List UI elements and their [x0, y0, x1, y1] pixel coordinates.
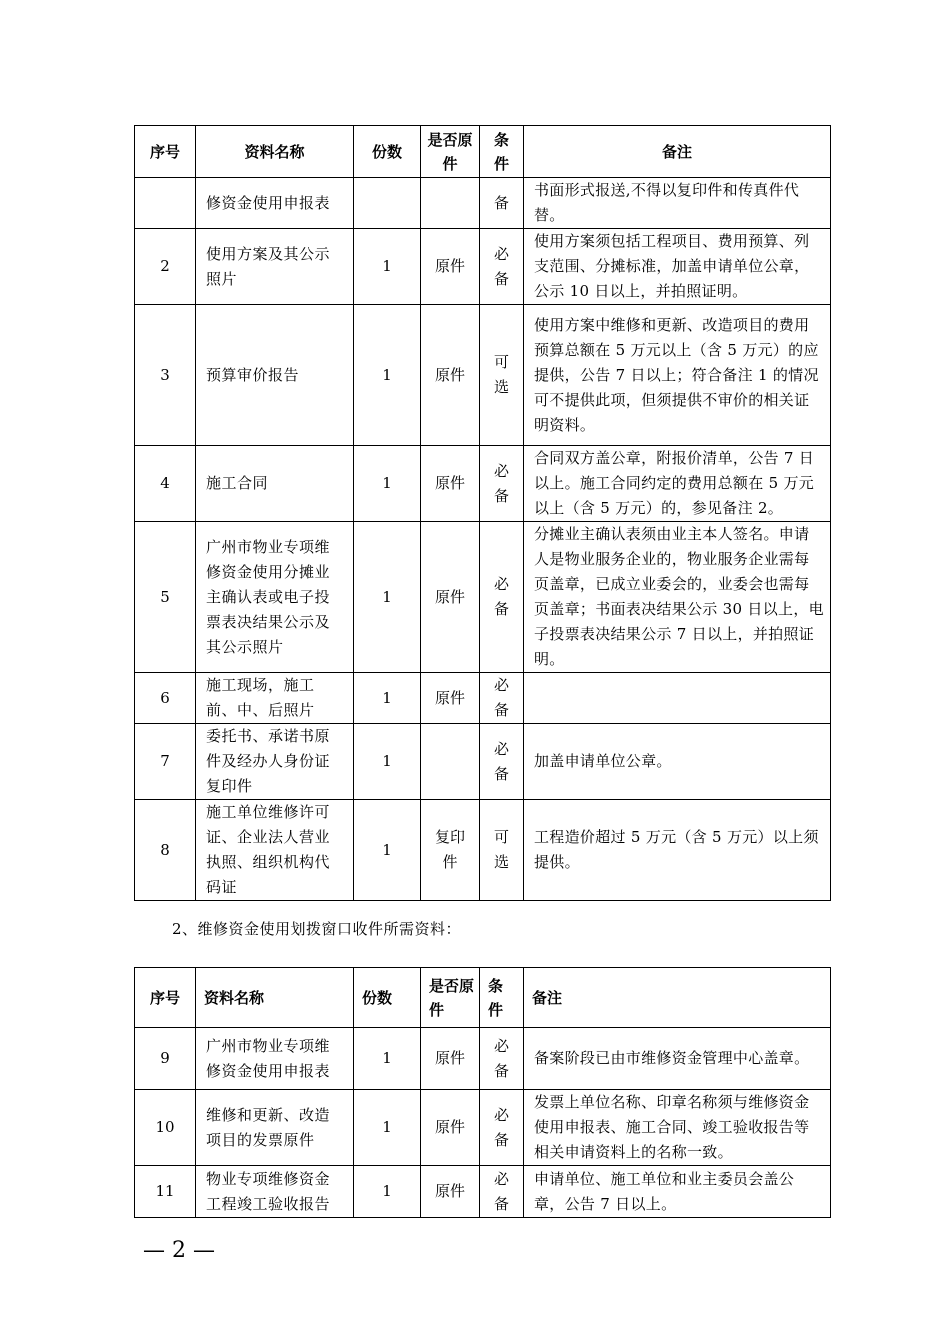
section-caption: 2、维修资金使用划拨窗口收件所需资料：: [172, 920, 462, 938]
cell-count: 1: [354, 673, 421, 724]
cell-condition: 可选: [480, 800, 524, 901]
cell-name: 广州市物业专项维修资金使用分摊业主确认表或电子投票表决结果公示及其公示照片: [196, 522, 354, 673]
cell-original: [421, 178, 480, 229]
cell-condition: 必备: [480, 229, 524, 305]
cell-original: 原件: [421, 1166, 480, 1218]
cell-count: 1: [354, 305, 421, 446]
cell-original: 原件: [421, 522, 480, 673]
table-row: [135, 673, 831, 724]
cell-name: 施工现场，施工前、中、后照片: [196, 673, 354, 724]
cell-count: 1: [354, 1090, 421, 1166]
cell-remark: 书面形式报送,不得以复印件和传真件代替。: [524, 178, 831, 229]
cell-remark: 使用方案须包括工程项目、费用预算、列支范围、分摊标准，加盖申请单位公章，公示 10 日以上，并拍照证明。: [524, 229, 831, 305]
cell-remark: 分摊业主确认表须由业主本人签名。申请人是物业服务企业的，物业服务企业需每页盖章，已成立业委会的，业委会也需每页盖章；书面表决结果公示 30 日以上，电子投票表决结果公示 7 日以上，并拍照证明。: [524, 522, 831, 673]
cell-name: 广州市物业专项维修资金使用申报表: [196, 1028, 354, 1090]
table-header-row: [135, 126, 831, 178]
table-row: [135, 1166, 831, 1218]
materials-table-1: [134, 125, 831, 901]
header-seq: 序号: [135, 968, 196, 1028]
header-remark: 备注: [524, 968, 831, 1028]
table-row: [135, 1028, 831, 1090]
table-row: [135, 229, 831, 305]
cell-count: 1: [354, 800, 421, 901]
cell-original: 复印件: [421, 800, 480, 901]
cell-condition: 必备: [480, 1090, 524, 1166]
cell-remark: 工程造价超过 5 万元（含 5 万元）以上须提供。: [524, 800, 831, 901]
cell-seq: 11: [135, 1166, 196, 1218]
header-name: 资料名称: [196, 126, 354, 178]
cell-seq: 9: [135, 1028, 196, 1090]
cell-name: 施工单位维修许可证、企业法人营业执照、组织机构代码证: [196, 800, 354, 901]
header-seq: 序号: [135, 126, 196, 178]
cell-count: 1: [354, 446, 421, 522]
table-row: [135, 305, 831, 446]
table-row: [135, 178, 831, 229]
cell-condition: 必备: [480, 522, 524, 673]
table-header-row: [135, 968, 831, 1028]
cell-name: 委托书、承诺书原件及经办人身份证复印件: [196, 724, 354, 800]
header-count: 份数: [354, 968, 421, 1028]
cell-name: 施工合同: [196, 446, 354, 522]
cell-count: 1: [354, 229, 421, 305]
cell-condition: 可选: [480, 305, 524, 446]
header-remark: 备注: [524, 126, 831, 178]
cell-seq: [135, 178, 196, 229]
table-row: [135, 522, 831, 673]
cell-remark: 合同双方盖公章，附报价清单，公告 7 日以上。施工合同约定的费用总额在 5 万元以上（含 5 万元）的，参见备注 2。: [524, 446, 831, 522]
cell-seq: 10: [135, 1090, 196, 1166]
cell-remark: 加盖申请单位公章。: [524, 724, 831, 800]
cell-seq: 5: [135, 522, 196, 673]
cell-original: 原件: [421, 1090, 480, 1166]
cell-seq: 4: [135, 446, 196, 522]
cell-name: 预算审价报告: [196, 305, 354, 446]
cell-name: 使用方案及其公示照片: [196, 229, 354, 305]
cell-count: 1: [354, 1166, 421, 1218]
cell-condition: 必备: [480, 1028, 524, 1090]
cell-remark: 备案阶段已由市维修资金管理中心盖章。: [524, 1028, 831, 1090]
header-name: 资料名称: [196, 968, 354, 1028]
cell-seq: 2: [135, 229, 196, 305]
cell-original: 原件: [421, 673, 480, 724]
cell-count: [354, 178, 421, 229]
cell-remark: 使用方案中维修和更新、改造项目的费用预算总额在 5 万元以上（含 5 万元）的应提供，公告 7 日以上；符合备注 1 的情况可不提供此项，但须提供不审价的相关证明资料。: [524, 305, 831, 446]
materials-table-2: [134, 967, 831, 1218]
cell-name: 修资金使用申报表: [196, 178, 354, 229]
header-original: 是否原件: [421, 126, 480, 178]
cell-original: 原件: [421, 305, 480, 446]
cell-name: 维修和更新、改造项目的发票原件: [196, 1090, 354, 1166]
cell-original: [421, 724, 480, 800]
cell-count: 1: [354, 724, 421, 800]
header-original: 是否原件: [421, 968, 480, 1028]
cell-count: 1: [354, 1028, 421, 1090]
cell-seq: 3: [135, 305, 196, 446]
cell-condition: 必备: [480, 724, 524, 800]
cell-seq: 7: [135, 724, 196, 800]
page-number: — 2 —: [143, 1238, 215, 1263]
cell-condition: 必备: [480, 446, 524, 522]
cell-original: 原件: [421, 1028, 480, 1090]
table-row: [135, 800, 831, 901]
cell-seq: 8: [135, 800, 196, 901]
cell-seq: 6: [135, 673, 196, 724]
table-row: [135, 1090, 831, 1166]
cell-remark: 申请单位、施工单位和业主委员会盖公章，公告 7 日以上。: [524, 1166, 831, 1218]
cell-original: 原件: [421, 446, 480, 522]
cell-condition: 必备: [480, 1166, 524, 1218]
header-count: 份数: [354, 126, 421, 178]
cell-count: 1: [354, 522, 421, 673]
cell-condition: 备: [480, 178, 524, 229]
table-row: [135, 446, 831, 522]
cell-original: 原件: [421, 229, 480, 305]
header-condition: 条件: [480, 968, 524, 1028]
cell-condition: 必备: [480, 673, 524, 724]
cell-name: 物业专项维修资金工程竣工验收报告: [196, 1166, 354, 1218]
cell-remark: [524, 673, 831, 724]
table-row: [135, 724, 831, 800]
cell-remark: 发票上单位名称、印章名称须与维修资金使用申报表、施工合同、竣工验收报告等相关申请资料上的名称一致。: [524, 1090, 831, 1166]
header-condition: 条件: [480, 126, 524, 178]
